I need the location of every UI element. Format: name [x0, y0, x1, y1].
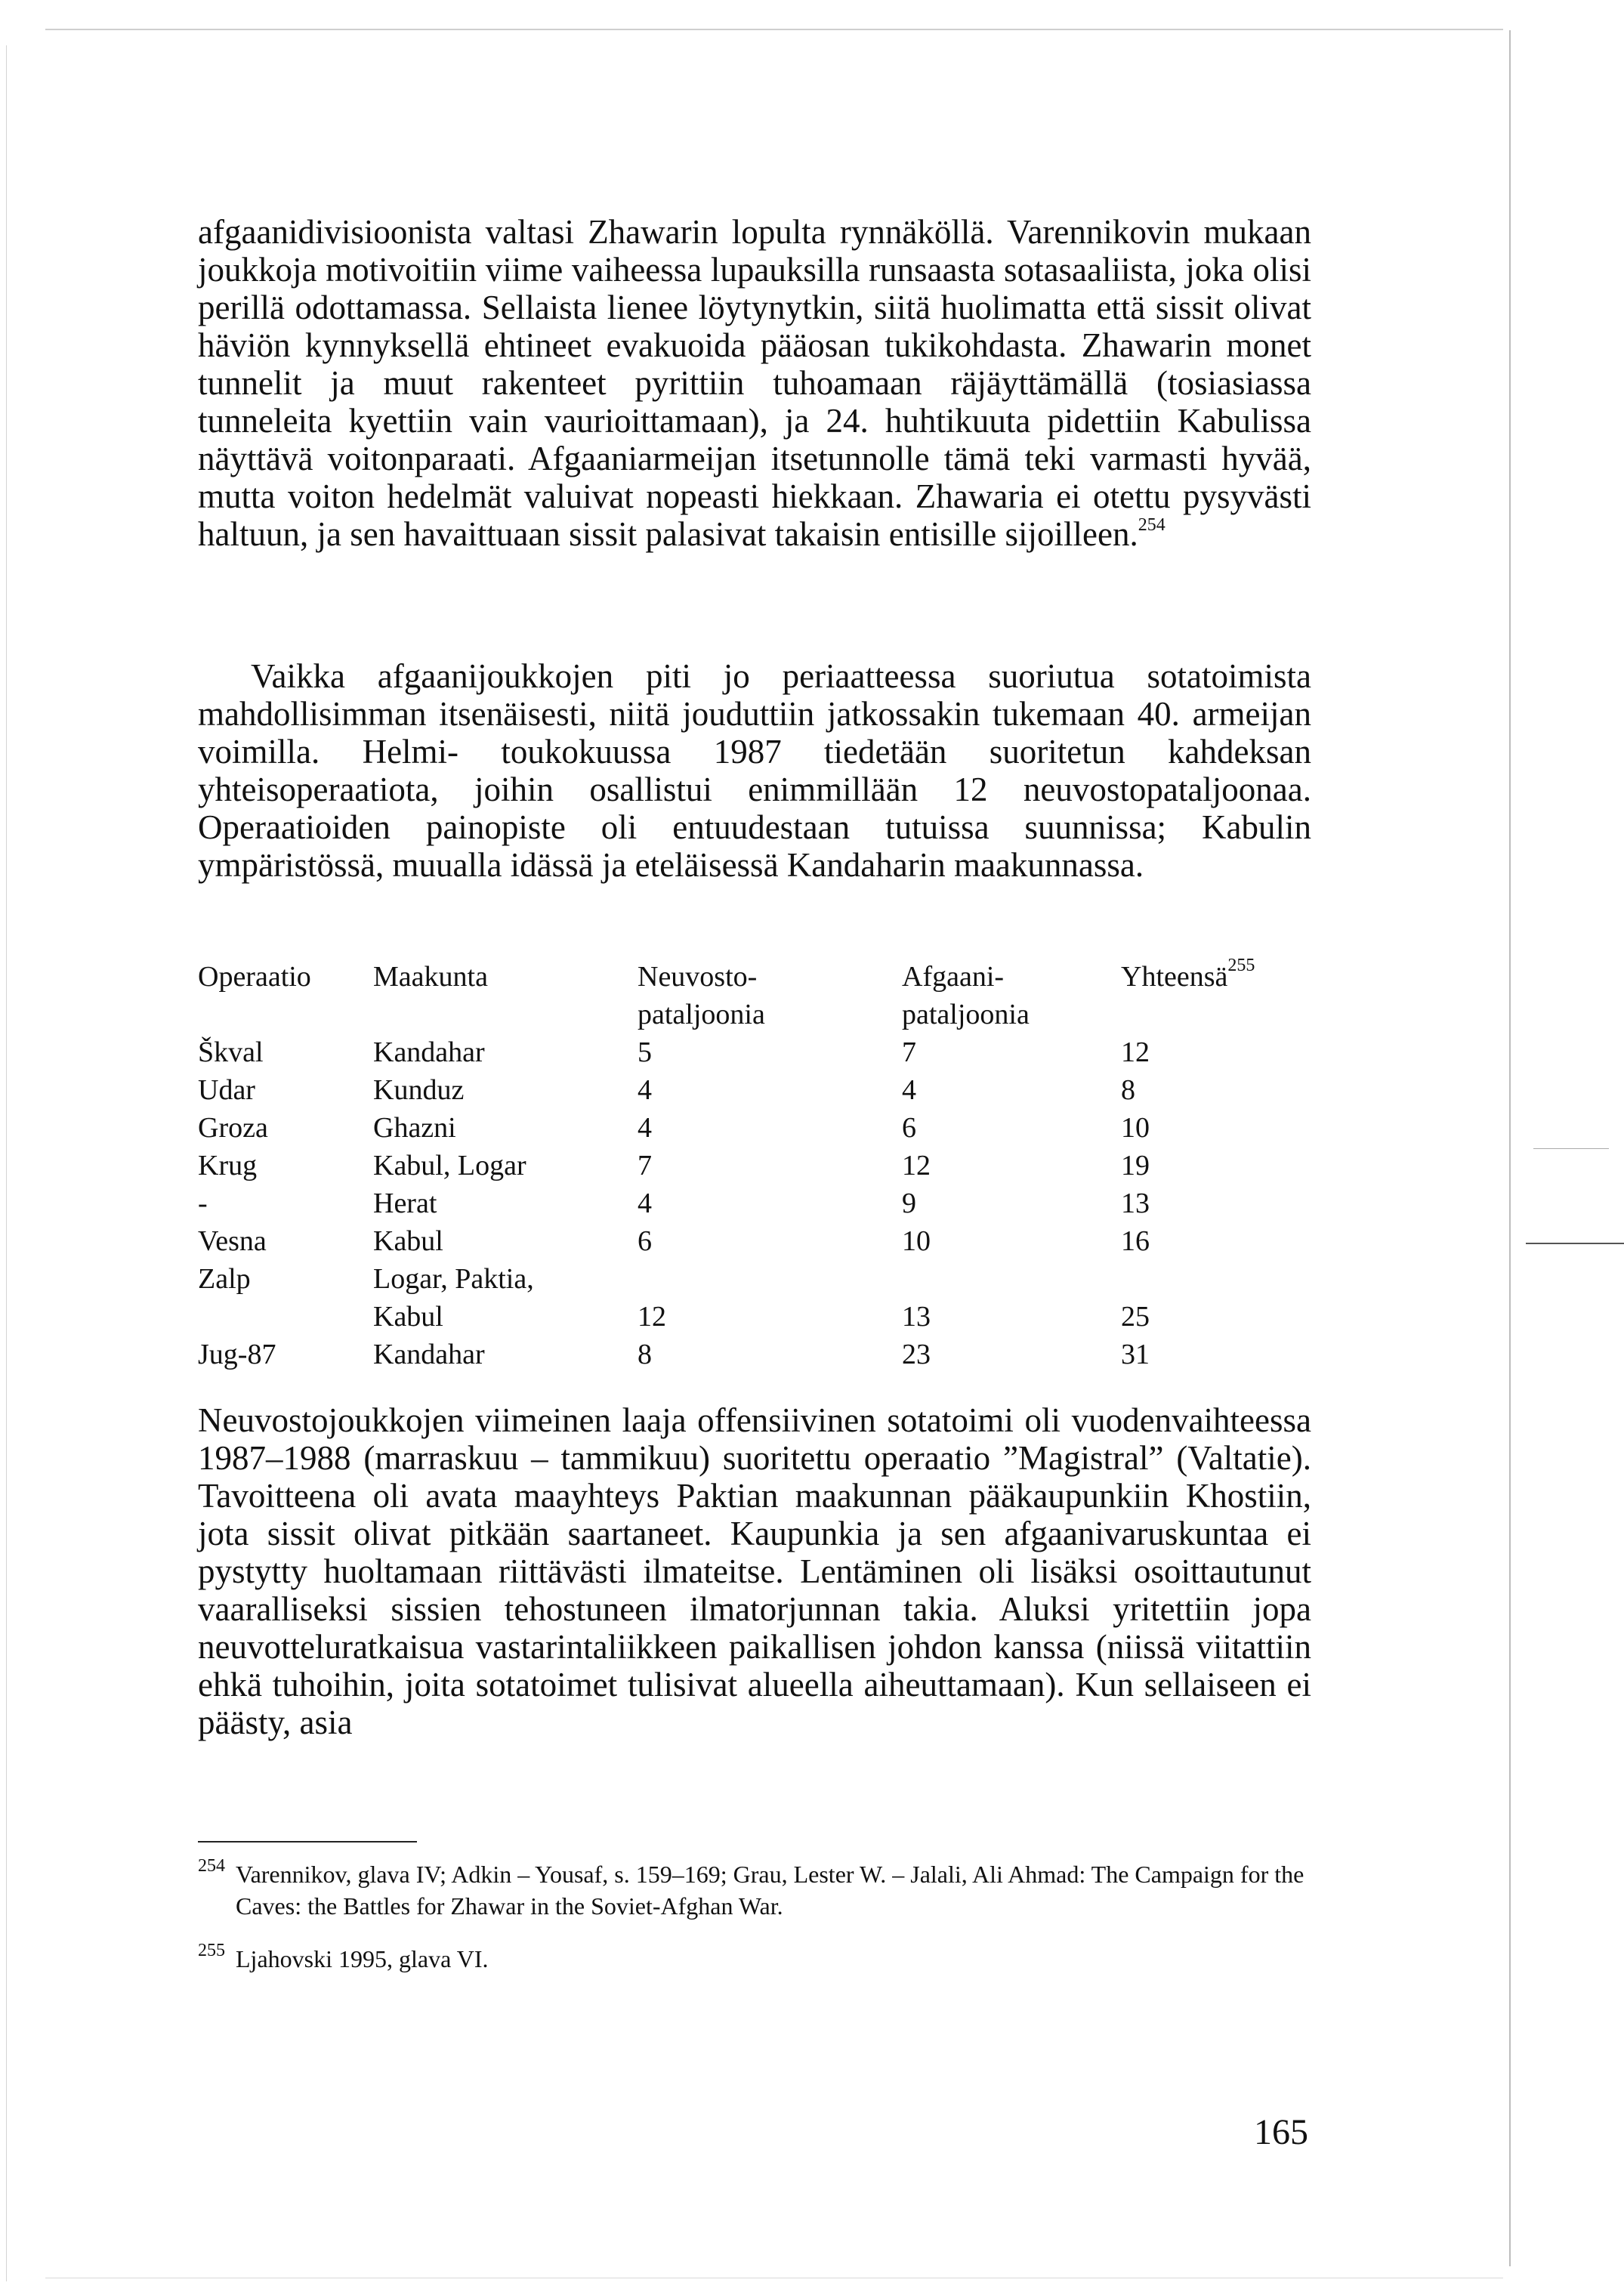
cell-province: Herat — [373, 1188, 437, 1219]
cell-province: Kandahar — [373, 1339, 485, 1370]
cell-operation — [198, 1298, 373, 1336]
cell-province: Kabul — [373, 1301, 443, 1333]
cell-soviet: 4 — [638, 1112, 652, 1144]
cell-operation: Krug — [198, 1150, 258, 1181]
cell-total: 12 — [1121, 1036, 1150, 1068]
cell-operation: Jug-87 — [198, 1339, 276, 1370]
footnote-separator — [198, 1841, 417, 1842]
footnote-number: 255 — [198, 1941, 225, 1960]
table-row — [198, 1033, 1310, 1071]
table-row — [198, 1147, 1310, 1185]
cell-soviet: 8 — [638, 1339, 652, 1370]
header-soviet-line2: pataljoonia — [638, 999, 765, 1030]
scan-edge-left — [6, 45, 7, 2281]
header-province: Maakunta — [373, 961, 488, 993]
cell-afghan — [902, 1260, 1121, 1298]
cell-operation: Škval — [198, 1036, 264, 1068]
footnote-number: 254 — [198, 1856, 225, 1876]
cell-afghan: 23 — [902, 1339, 931, 1370]
cell-province: Kandahar — [373, 1036, 485, 1068]
cell-soviet: 4 — [638, 1188, 652, 1219]
header-total — [1121, 958, 1310, 1033]
cell-soviet: 4 — [638, 1074, 652, 1106]
header-total-label: Yhteensä — [1121, 961, 1228, 993]
cell-afghan: 9 — [902, 1188, 916, 1219]
cell-operation: Groza — [198, 1112, 268, 1144]
cell-soviet: 5 — [638, 1036, 652, 1068]
cell-province: Ghazni — [373, 1112, 456, 1144]
cell-total: 10 — [1121, 1112, 1150, 1144]
cell-soviet: 12 — [638, 1301, 666, 1333]
footnote-ref-255: 255 — [1227, 956, 1255, 975]
footnote-254 — [198, 1858, 1311, 1922]
cell-total: 8 — [1121, 1074, 1135, 1106]
cell-total — [1121, 1260, 1310, 1298]
header-soviet-battalions — [638, 958, 902, 1033]
cell-afghan: 13 — [902, 1301, 931, 1333]
cell-soviet — [638, 1260, 902, 1298]
footnote-text: Varennikov, glava IV; Adkin – Yousaf, s. 159–169; Grau, Lester W. – Jalali, Ali Ahmad: The Campaign for the Caves: the Battles for Zhawar in the Soviet-Afghan War. — [236, 1861, 1304, 1920]
paragraph-text: afgaanidivisioonista valtasi Zhawarin lopulta rynnäköllä. Varennikovin mukaan joukkoja motivoitiin viime vaiheessa lupauksilla runsaasta sotasaaliista, joka olisi perillä odottamassa. Sellaista lienee löytynytkin, siitä huolimatta että sissit olivat häviön kynnyksellä ehtineet evakuoida pääosan tukikohdasta. Zhawarin monet tunnelit ja muut rakenteet pyrittiin tuhoamaan räjäyttämällä (tosiasiassa tunneleita kyettiin vain vaurioittamaan), ja 24. huhtikuuta pidettiin Kabulissa näyttävä voitonparaati. Afgaaniarmeijan itsetunnolle tämä teki varmasti hyvää, mutta voiton hedelmät valuivat nopeasti hiekkaan. Zhawaria ei otettu pysyvästi haltuun, ja sen havaittuaan sissit palasivat takaisin entisille sijoilleen. — [198, 213, 1311, 553]
table-row — [198, 1260, 1310, 1298]
cell-province: Kunduz — [373, 1074, 465, 1106]
scan-edge-mark — [1526, 1243, 1624, 1244]
cell-total: 16 — [1121, 1225, 1150, 1257]
scan-edge-right — [1509, 30, 1511, 2266]
paragraph-joint-operations — [198, 657, 1311, 884]
cell-total: 31 — [1121, 1339, 1150, 1370]
footnote-ref-254: 254 — [1138, 515, 1166, 535]
cell-operation: Udar — [198, 1074, 255, 1106]
paragraph-text: Vaikka afgaanijoukkojen piti jo periaatteessa suoriutua sotatoimista mahdollisimman itsenäisesti, niitä jouduttiin jatkossakin tukemaan 40. armeijan voimilla. Helmi- toukokuussa 1987 tiedetään suoritetun kahdeksan yhteisoperaatiota, joihin osallistui enimmillään 12 neuvostopataljoonaa. Operaatioiden painopiste oli entuudestaan tutuissa suunnissa; Kabulin ympäristössä, muualla idässä ja eteläisessä Kandaharin maakunnassa. — [198, 657, 1311, 884]
cell-afghan: 12 — [902, 1150, 931, 1181]
operations-table — [198, 958, 1310, 1373]
paragraph-text: Neuvostojoukkojen viimeinen laaja offensiivinen sotatoimi oli vuodenvaihteessa 1987–1988 (marraskuu – tammikuu) suoritettu operaatio ”Magistral” (Valtatie). Tavoitteena oli avata maayhteys Paktian maakunnan pääkaupunkiin Khostiin, jota sissit olivat pitkään saartaneet. Kaupunkia ja sen afgaanivaruskuntaa ei pystytty huoltamaan riittävästi ilmateitse. Lentäminen oli lisäksi osoittautunut vaaralliseksi sissien tehostuneen ilmatorjunnan takia. Aluksi yritettiin jopa neuvotteluratkaisua vastarintaliikkeen paikallisen johdon kanssa (niissä viitattiin ehkä tuhoihin, joita sotatoimet tulisivat alueella aiheuttamaan). Kun sellaiseen ei päästy, asia — [198, 1401, 1311, 1741]
scan-edge-top — [45, 29, 1503, 30]
cell-soviet: 7 — [638, 1150, 652, 1181]
footnote-255 — [198, 1943, 1311, 1975]
cell-total: 13 — [1121, 1188, 1150, 1219]
page-number: 165 — [1254, 2112, 1308, 2152]
cell-operation: Vesna — [198, 1225, 267, 1257]
table-header-row — [198, 958, 1310, 1033]
header-afghan-battalions — [902, 958, 1121, 1033]
header-afghan-line1: Afgaani- — [902, 961, 1005, 993]
table-row — [198, 1071, 1310, 1109]
paragraph-zhawar — [198, 213, 1311, 553]
header-operation: Operaatio — [198, 961, 311, 993]
header-soviet-line1: Neuvosto- — [638, 961, 758, 993]
scan-edge-mark-faint — [1533, 1148, 1609, 1149]
cell-province: Logar, Paktia, — [373, 1263, 534, 1295]
cell-total: 25 — [1121, 1301, 1150, 1333]
cell-afghan: 4 — [902, 1074, 916, 1106]
table-row — [198, 1109, 1310, 1147]
cell-province: Kabul — [373, 1225, 443, 1257]
cell-afghan: 10 — [902, 1225, 931, 1257]
cell-operation: Zalp — [198, 1263, 251, 1295]
cell-afghan: 6 — [902, 1112, 916, 1144]
table-row — [198, 1298, 1310, 1336]
paragraph-magistral — [198, 1401, 1311, 1741]
cell-soviet: 6 — [638, 1225, 652, 1257]
header-afghan-line2: pataljoonia — [902, 999, 1030, 1030]
table-row — [198, 1336, 1310, 1373]
cell-total: 19 — [1121, 1150, 1150, 1181]
footnote-text: Ljahovski 1995, glava VI. — [236, 1945, 489, 1972]
cell-province: Kabul, Logar — [373, 1150, 526, 1181]
table-row — [198, 1222, 1310, 1260]
table-row — [198, 1185, 1310, 1222]
cell-afghan: 7 — [902, 1036, 916, 1068]
cell-operation: - — [198, 1188, 208, 1219]
